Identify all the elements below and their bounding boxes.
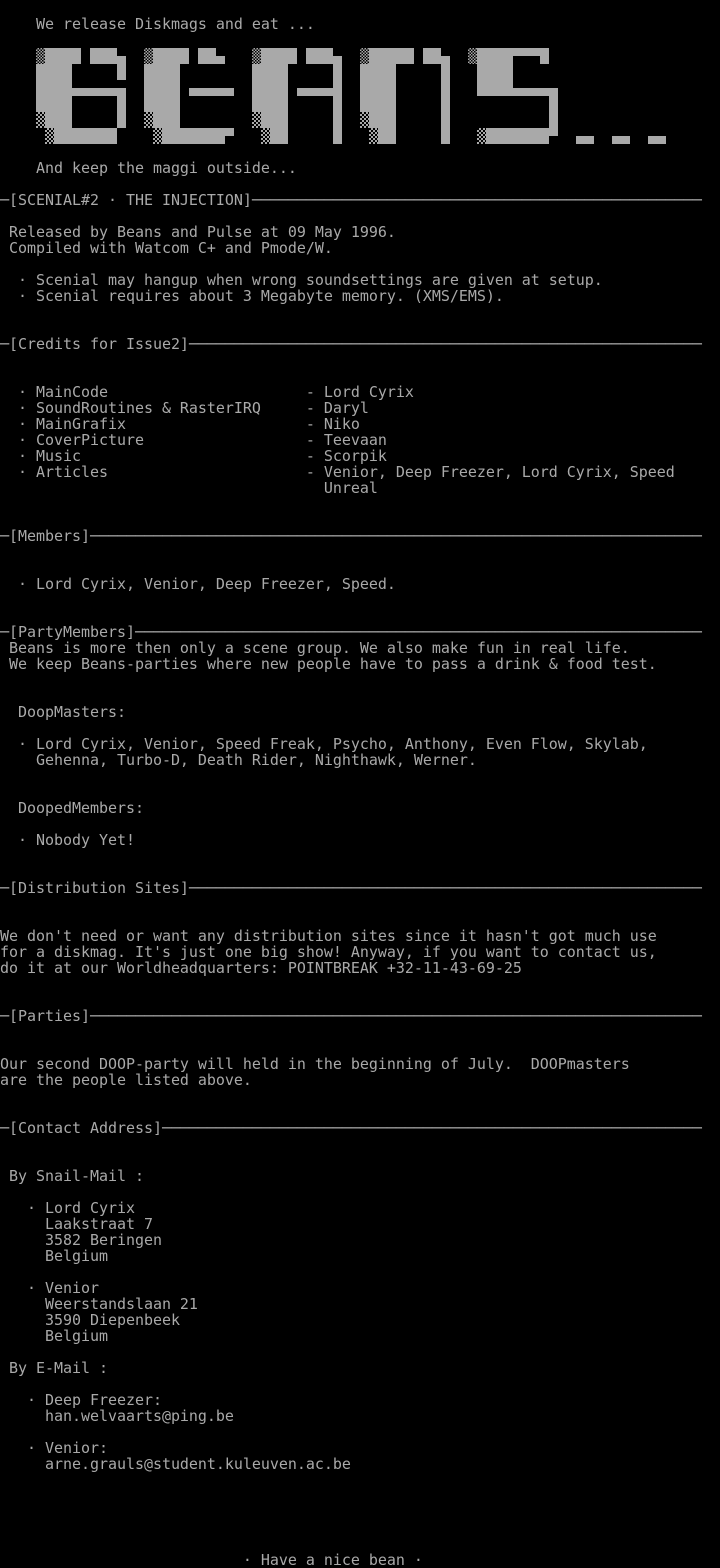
logo-block [117,64,126,80]
logo-block [504,48,513,64]
logo-block [360,48,369,64]
logo-block [153,96,162,112]
logo-block [531,48,540,56]
credit-row-continuation: Unreal [0,479,378,497]
logo-block [54,48,63,64]
logo-block [270,96,279,112]
logo-block [477,80,486,96]
logo-block [441,80,450,96]
logo-block [441,128,450,144]
logo-block [387,96,396,112]
logo-block [531,128,540,144]
logo-block [54,64,63,80]
logo-block [36,96,45,112]
doopedmembers-label: DoopedMembers: [0,799,144,817]
logo-block [207,128,216,144]
logo-block [504,128,513,144]
logo-block [270,64,279,80]
logo-block [288,48,297,64]
snail-mail-label: By Snail-Mail : [0,1167,144,1185]
logo-block [576,136,585,144]
logo-block [261,112,270,128]
logo-block [171,64,180,80]
logo-block [144,80,153,96]
members-list: · Lord Cyrix, Venior, Deep Freezer, Speed. [0,575,396,593]
doopmasters-list: Gehenna, Turbo-D, Death Rider, Nighthawk, Werner. [0,751,477,769]
logo-block [531,88,540,96]
logo-block [306,88,315,96]
logo-block [117,96,126,112]
logo-block [45,80,54,96]
logo-block [279,128,288,144]
doopedmembers-list: · Nobody Yet! [0,831,135,849]
logo-block [441,112,450,128]
logo-block [270,128,279,144]
logo-block [90,48,99,64]
credit-row: · SoundRoutines & RasterIRQ - Daryl [0,399,369,417]
logo-block [180,128,189,144]
logo-block [144,64,153,80]
logo-block [198,128,207,144]
logo-block [369,96,378,112]
logo-block [279,64,288,80]
logo-block [378,48,387,64]
logo-block [540,128,549,144]
logo-block [486,128,495,144]
logo-block [324,88,333,96]
distribution-text: do it at our Worldheadquarters: POINTBREAK +32-11-43-69-25 [0,959,522,977]
logo-block [495,64,504,80]
logo-block [360,96,369,112]
logo-block [99,48,108,64]
release-note: Released by Beans and Pulse at 09 May 1996. [0,223,396,241]
logo-block [36,112,45,128]
logo-block [486,80,495,96]
logo-block [261,96,270,112]
logo-block [117,56,126,64]
logo-block [522,88,531,96]
logo-block [441,96,450,112]
logo-block [333,112,342,128]
logo-block [396,48,405,64]
logo-block [90,128,99,144]
logo-block [441,56,450,64]
logo-block [63,96,72,112]
email-name: · Deep Freezer: [0,1391,162,1409]
logo-block [387,128,396,144]
section-header-contact: ─[Contact Address]──────────────────────────────────────────────────────────── [0,1119,702,1137]
logo-block [36,64,45,80]
logo-block [207,88,216,96]
credit-row: · MainCode - Lord Cyrix [0,383,414,401]
logo-block [279,48,288,64]
logo-block [315,88,324,96]
section-header-parties: ─[Parties]──────────────────────────────────────────────────────────────────── [0,1007,702,1025]
logo-block [72,128,81,144]
logo-block [252,48,261,64]
logo-block [90,88,99,96]
logo-block [198,88,207,96]
logo-block [333,96,342,112]
logo-block [171,112,180,128]
logo-block [261,48,270,64]
credit-row: · CoverPicture - Teevaan [0,431,387,449]
address-street: Weerstandslaan 21 [0,1295,198,1313]
logo-block [513,48,522,56]
section-header-credits: ─[Credits for Issue2]───────────────────────────────────────────────────────── [0,335,702,353]
logo-block [252,96,261,112]
logo-block [162,128,171,144]
logo-block [108,88,117,96]
logo-block [279,96,288,112]
logo-block [108,128,117,144]
logo-block [378,128,387,144]
logo-block [54,80,63,96]
email-name: · Venior: [0,1439,108,1457]
logo-block [540,88,549,96]
logo-block [63,80,72,96]
logo-block [63,48,72,64]
address-country: Belgium [0,1327,108,1345]
logo-block [261,80,270,96]
logo-block [378,112,387,128]
address-name: · Venior [0,1279,99,1297]
logo-block [423,48,432,64]
logo-block [612,136,621,144]
logo-block [387,48,396,64]
logo-block [513,88,522,96]
logo-block [360,64,369,80]
credit-row: · MainGrafix - Niko [0,415,360,433]
logo-block [441,64,450,80]
credit-row: · Music - Scorpik [0,447,387,465]
memory-note: · Scenial requires about 3 Megabyte memory. (XMS/EMS). [0,287,504,305]
logo-block [549,96,558,112]
logo-block [45,64,54,80]
logo-block [621,136,630,144]
logo-block [378,80,387,96]
doopmasters-list: · Lord Cyrix, Venior, Speed Freak, Psycho, Anthony, Even Flow, Skylab, [0,735,648,753]
logo-block [522,48,531,56]
logo-block [144,48,153,64]
logo-block [63,112,72,128]
address-name: · Lord Cyrix [0,1199,135,1217]
logo-block [495,128,504,144]
logo-block [99,88,108,96]
logo-block [36,80,45,96]
logo-block [360,80,369,96]
logo-block [216,56,225,64]
logo-block [540,48,549,64]
logo-block [270,48,279,64]
logo-block [585,136,594,144]
logo-block [333,56,342,64]
address-city: 3590 Diepenbeek [0,1311,180,1329]
logo-block [252,112,261,128]
doopmasters-label: DoopMasters: [0,703,126,721]
logo-block [144,112,153,128]
address-city: 3582 Beringen [0,1231,162,1249]
logo-block [333,80,342,96]
logo-block [504,80,513,96]
logo-block [99,128,108,144]
footer-text: · Have a nice bean · [0,1551,423,1568]
logo-block [369,64,378,80]
logo-block [153,64,162,80]
logo-block [468,48,477,64]
logo-block [405,48,414,64]
logo-block [369,128,378,144]
logo-block [63,128,72,144]
logo-block [369,80,378,96]
logo-block [369,48,378,64]
logo-block [252,64,261,80]
logo-block [162,64,171,80]
logo-block [369,112,378,128]
logo-block [198,48,207,64]
logo-block [315,48,324,64]
logo-block [225,88,234,96]
logo-block [252,80,261,96]
logo-block [189,88,198,96]
logo-block [378,64,387,80]
tagline-top: We release Diskmags and eat ... [0,15,315,33]
logo-block [324,48,333,64]
section-header-scenial: ─[SCENIAL#2 · THE INJECTION]────────────────────────────────────────────────── [0,191,702,209]
logo-block [477,128,486,144]
section-header-distribution: ─[Distribution Sites]───────────────────────────────────────────────────────── [0,879,702,897]
logo-block [225,128,234,136]
distribution-text: for a diskmag. It's just one big show! Anyway, if you want to contact us, [0,943,657,961]
logo-block [162,48,171,64]
logo-block [378,96,387,112]
logo-block [279,112,288,128]
logo-block [117,88,126,96]
logo-block [153,128,162,144]
logo-block [81,128,90,144]
logo-block [477,48,486,64]
logo-block [486,48,495,64]
logo-block [387,80,396,96]
logo-block [297,88,306,96]
logo-block [180,48,189,64]
logo-block [45,48,54,64]
logo-block [270,112,279,128]
logo-block [387,64,396,80]
logo-block [270,80,279,96]
logo-block [333,128,342,144]
logo-block [549,88,558,96]
logo-block [81,88,90,96]
section-header-members: ─[Members]──────────────────────────────────────────────────────────────────── [0,527,702,545]
logo-block [477,64,486,80]
logo-block [216,88,225,96]
logo-block [189,128,198,144]
logo-block [549,112,558,128]
logo-block [63,64,72,80]
logo-block [261,128,270,144]
section-header-partymembers: ─[PartyMembers]─────────────────────────────────────────────────────────────── [0,623,702,641]
logo-block [45,96,54,112]
logo-block [117,112,126,128]
logo-block [504,64,513,80]
compiler-note: Compiled with Watcom C+ and Pmode/W. [0,239,333,257]
logo-block [72,48,81,64]
logo-block [261,64,270,80]
logo-block [45,128,54,144]
logo-block [432,48,441,64]
logo-block [549,128,558,136]
email-address: han.welvaarts@ping.be [0,1407,234,1425]
parties-text: Our second DOOP-party will held in the beginning of July. DOOPmasters [0,1055,630,1073]
party-text: Beans is more then only a scene group. We also make fun in real life. [0,639,630,657]
logo-block [153,48,162,64]
logo-block [522,128,531,144]
logo-block [495,80,504,96]
email-label: By E-Mail : [0,1359,108,1377]
logo-block [171,96,180,112]
logo-block [72,88,81,96]
logo-block [54,96,63,112]
logo-block [45,112,54,128]
logo-block [36,48,45,64]
logo-block [108,48,117,64]
tagline-bottom: And keep the maggi outside... [0,159,297,177]
logo-block [360,112,369,128]
logo-block [333,64,342,80]
logo-block [387,112,396,128]
logo-block [207,48,216,64]
logo-block [486,64,495,80]
logo-block [216,128,225,144]
logo-block [306,48,315,64]
logo-block [513,128,522,144]
logo-block [171,80,180,96]
logo-block [153,80,162,96]
credit-row: · Articles - Venior, Deep Freezer, Lord Cyrix, Speed [0,463,675,481]
parties-text: are the people listed above. [0,1071,252,1089]
distribution-text: We don't need or want any distribution sites since it hasn't got much use [0,927,657,945]
email-address: arne.grauls@student.kuleuven.ac.be [0,1455,351,1473]
logo-block [162,80,171,96]
logo-block [162,96,171,112]
logo-block [648,136,657,144]
logo-block [657,136,666,144]
logo-block [171,48,180,64]
warning-note: · Scenial may hangup when wrong soundsettings are given at setup. [0,271,603,289]
logo-block [144,96,153,112]
logo-block [279,80,288,96]
logo-block [54,128,63,144]
logo-block [171,128,180,144]
logo-block [54,112,63,128]
address-street: Laakstraat 7 [0,1215,153,1233]
party-text: We keep Beans-parties where new people have to pass a drink & food test. [0,655,657,673]
address-country: Belgium [0,1247,108,1265]
logo-block [153,112,162,128]
logo-block [495,48,504,64]
logo-block [162,112,171,128]
